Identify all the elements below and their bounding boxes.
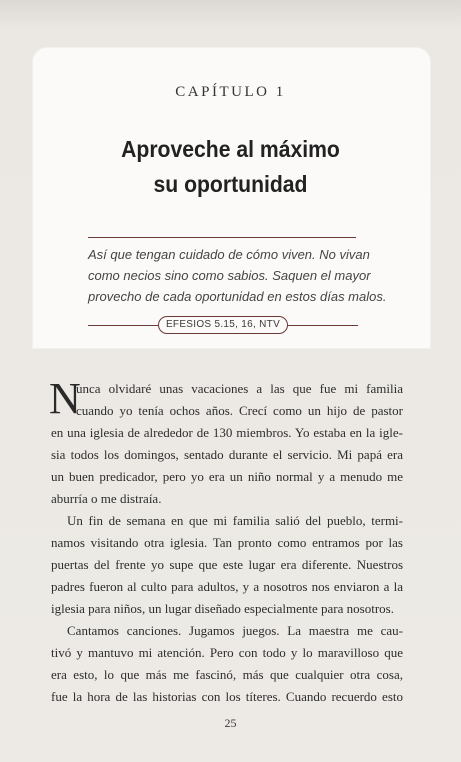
text-line: iglesia para niños, un lugar diseñado especialmente para nosotros. xyxy=(51,601,394,616)
text-line: en una iglesia de alrededor de 130 miembros. Yo estaba en la igle- xyxy=(51,425,403,440)
text-line: cuando yo tenía ochos años. Crecí como un hijo de pastor xyxy=(76,403,403,418)
chapter-title xyxy=(18,132,442,202)
epigraph-line: como necios sino como sabios. Saquen el mayor xyxy=(88,268,371,283)
text-line: puertas del frente yo supe que este lugar era diferente. Nuestros xyxy=(51,557,403,572)
text-line: padres fueron al culto para adultos, y a nosotros nos enviaron a la xyxy=(51,579,403,594)
epigraph-line: provecho de cada oportunidad en estos días malos. xyxy=(88,289,387,304)
text-line: tivó y mantuvo mi atención. Pero con todo y lo maravilloso que xyxy=(51,645,403,660)
text-line: un buen predicador, pero yo era un niño normal y a menudo me xyxy=(51,469,403,484)
text-line: Cantamos canciones. Jugamos juegos. La maestra me cau- xyxy=(67,623,403,638)
reference-rule-right xyxy=(288,325,358,326)
epigraph-line: Así que tengan cuidado de cómo viven. No vivan xyxy=(88,247,370,262)
text-line: era esto, lo que más me fascinó, más que cualquier otra cosa, xyxy=(51,667,403,682)
text-line: unca olvidaré unas vacaciones a las que fue mi familia xyxy=(76,381,403,396)
paragraph-2 xyxy=(51,510,403,620)
epigraph-top-rule xyxy=(88,237,356,238)
paragraph-3 xyxy=(51,620,403,708)
chapter-title-line-1: Aproveche al máximo xyxy=(121,136,340,162)
text-line: sia todos los domingos, sentado durante el servicio. Mi papá era xyxy=(51,447,403,462)
chapter-label: CAPÍTULO 1 xyxy=(175,84,286,100)
scripture-reference: EFESIOS 5.15, 16, NTV xyxy=(158,316,288,334)
body-text xyxy=(49,374,403,708)
bleed-through-header xyxy=(70,28,391,42)
paragraph-1 xyxy=(49,374,403,510)
text-line: aburría o me distraía. xyxy=(51,491,162,506)
page-number: 25 xyxy=(224,716,237,730)
epigraph xyxy=(88,244,388,307)
reference-rule-left xyxy=(88,325,158,326)
epigraph-reference-row xyxy=(88,316,358,336)
text-line: Un fin de semana en que mi familia salió del pueblo, termi- xyxy=(67,513,403,528)
drop-cap: N xyxy=(49,374,81,423)
text-line: namos visitando otra iglesia. Tan pronto como entramos por las xyxy=(51,535,403,550)
chapter-title-line-2: su oportunidad xyxy=(153,171,308,197)
text-line: fue la hora de las historias con los títeres. Cuando recuerdo esto xyxy=(51,689,403,704)
